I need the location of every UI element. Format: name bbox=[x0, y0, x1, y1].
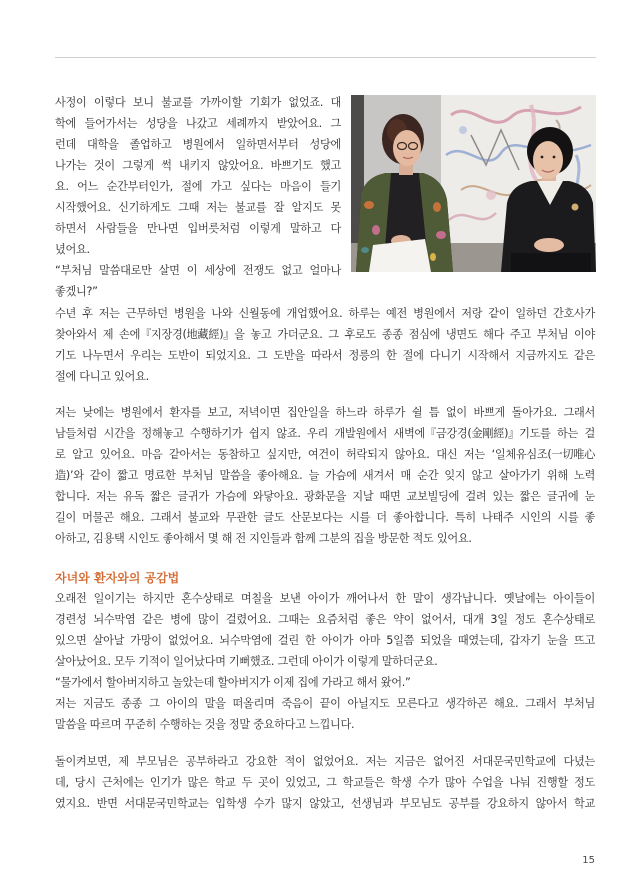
text-line bbox=[55, 260, 341, 281]
text-line-content: 남들처럼 시간을 정해놓고 수행하기가 쉽지 않죠. 우리 개발원에서 새벽에『금강경(金剛經)』기도를 하는 걸 bbox=[55, 426, 595, 440]
text-line bbox=[55, 630, 595, 651]
text-line-content: 합니다. 저는 유독 짧은 글귀가 가슴에 와닿아요. 광화문을 지날 때면 교보빌딩에 걸려 있는 짧은 글귀에 눈 bbox=[55, 489, 595, 503]
article-body-block-3 bbox=[55, 751, 595, 814]
text-line bbox=[55, 714, 595, 735]
text-line bbox=[55, 465, 595, 486]
paragraph bbox=[55, 303, 595, 387]
text-line bbox=[55, 176, 341, 197]
text-line-content: 학에 들어가서는 성당을 나갔고 세례까지 받았어요. 그 bbox=[55, 116, 341, 130]
text-line bbox=[55, 303, 595, 324]
photo-wrap-column bbox=[55, 92, 341, 303]
text-line-content: 런데 대학을 졸업하고 병원에서 일하면서부터 성당에 bbox=[55, 137, 341, 151]
text-line-content: 기도 나누면서 우리는 도반이 되었지요. 그 도반을 따라서 정릉의 한 절에 다니기 시작해서 지금까지도 같은 bbox=[55, 348, 595, 362]
text-line-content: 말씀을 따르며 꾸준히 수행하는 것을 정말 중요하다고 느낍니다. bbox=[55, 718, 355, 732]
text-line-content: 시작했어요. 신기하게도 그때 저는 불교를 잘 알지도 못 bbox=[55, 200, 341, 214]
text-line-content: 나가는 것이 그렇게 썩 내키지 않았어요. 바쁘기도 했고 bbox=[55, 158, 341, 172]
text-line bbox=[55, 345, 595, 366]
text-line bbox=[55, 651, 595, 672]
paragraph bbox=[55, 672, 595, 693]
text-line bbox=[55, 281, 341, 302]
text-line bbox=[55, 444, 595, 465]
text-line bbox=[55, 239, 341, 260]
text-line-content: 살아났어요. 모두 기적이 일어났다며 기뻐했죠. 그런데 아이가 이렇게 말하더군요. bbox=[55, 654, 438, 668]
text-line bbox=[55, 113, 341, 134]
photo-illustration bbox=[351, 95, 596, 272]
paragraph bbox=[55, 588, 595, 672]
text-line bbox=[55, 402, 595, 423]
text-line-content: 돌이켜보면, 제 부모님은 공부하라고 강요한 적이 없었어요. 저는 지금은 없어진 서대문국민학교에 다녔는 bbox=[55, 754, 595, 768]
text-line-content: “물가에서 할아버지하고 놀았는데 할아버지가 이제 집에 가라고 해서 왔어.” bbox=[55, 675, 411, 689]
text-line bbox=[55, 507, 595, 528]
text-line bbox=[55, 672, 595, 693]
paragraph bbox=[55, 693, 595, 735]
article-body-block-1 bbox=[55, 303, 595, 387]
text-line bbox=[55, 134, 341, 155]
text-line bbox=[55, 793, 595, 814]
text-line-content: 아하고, 김용택 시인도 좋아해서 몇 해 전 지인들과 함께 그분의 집을 방문한 적도 있어요. bbox=[55, 532, 472, 546]
text-line-content: 데, 당시 근처에는 인기가 많은 학교 두 곳이 있었고, 그 학교들은 학생 수가 많아 수업을 나눠 진행할 정도 bbox=[55, 775, 595, 789]
paragraph bbox=[55, 751, 595, 814]
text-line-content: 길이 머물곤 해요. 그래서 불교와 무관한 글도 산문보다는 시를 더 좋아합니다. 특히 나태주 시인의 시를 좋 bbox=[55, 510, 595, 524]
text-line bbox=[55, 693, 595, 714]
text-line bbox=[55, 609, 595, 630]
text-line-content: 좋겠니?” bbox=[55, 285, 98, 299]
text-line-content: “부처님 말씀대로만 살면 이 세상에 전쟁도 없고 얼마나 bbox=[55, 264, 341, 278]
text-line bbox=[55, 528, 595, 549]
text-line-content: 오래전 일이기는 하지만 혼수상태로 며칠을 보낸 아이가 깨어나서 한 말이 생각납니다. 옛날에는 아이들이 bbox=[55, 591, 595, 605]
text-line-content: 녔어요. bbox=[55, 243, 90, 257]
text-line-content: 찾아와서 제 손에『지장경(地藏經)』을 놓고 가더군요. 그 후로도 종종 점심에 냉면도 해다 주고 부처님 이야 bbox=[55, 327, 595, 341]
article-photo bbox=[351, 95, 596, 272]
text-line-content: 수년 후 저는 근무하던 병원을 나와 신월동에 개업했어요. 하루는 예전 병원에서 저랑 같이 일하던 간호사가 bbox=[55, 306, 595, 320]
text-line bbox=[55, 218, 341, 239]
text-line-content: 사정이 이렇다 보니 불교를 가까이할 기회가 없었죠. 대 bbox=[55, 95, 341, 109]
text-line bbox=[55, 772, 595, 793]
text-line-content: 하면서 사람들을 만나면 입버릇처럼 이렇게 말하고 다 bbox=[55, 222, 341, 236]
paragraph bbox=[55, 402, 595, 550]
text-line-content: 였지요. 반면 서대문국민학교는 입학생 수가 많지 않았고, 선생님과 부모님도 공부를 강요하지 않아서 학교 bbox=[55, 796, 595, 810]
text-line-content: 있으면 살아날 가망이 없었어요. 뇌수막염에 걸린 한 아이가 아마 5일쯤 되었을 때였는데, 갑자기 눈을 뜨고 bbox=[55, 633, 595, 647]
text-line bbox=[55, 486, 595, 507]
article-body-block-2 bbox=[55, 402, 595, 550]
text-line-content: 경련성 뇌수막염 같은 병에 많이 걸렸어요. 그때는 요즘처럼 좋은 약이 없어서, 대개 3일 정도 혼수상태로 bbox=[55, 612, 595, 626]
text-line bbox=[55, 197, 341, 218]
text-line-content: 저는 지금도 종종 그 아이의 말을 떠올리며 죽음이 끝이 아닐지도 모른다고 생각하곤 해요. 그래서 부처님 bbox=[55, 696, 595, 710]
text-line bbox=[55, 92, 341, 113]
text-line bbox=[55, 366, 595, 387]
text-line bbox=[55, 324, 595, 345]
text-line bbox=[55, 423, 595, 444]
paragraph bbox=[55, 92, 341, 261]
paragraph bbox=[55, 260, 341, 302]
section-heading: 자녀와 환자와의 공감법 bbox=[55, 570, 180, 585]
header-rule bbox=[55, 57, 596, 58]
text-line-content: 저는 낮에는 병원에서 환자를 보고, 저녁이면 집안일을 하느라 하루가 쉴 틈 없이 바쁘게 돌아가요. 그래서 bbox=[55, 405, 595, 419]
text-line bbox=[55, 751, 595, 772]
section-body-block bbox=[55, 588, 595, 736]
text-line-content: 절에 다니고 있어요. bbox=[55, 369, 149, 383]
text-line-content: 로 알고 있어요. 마음 같아서는 동참하고 싶지만, 여건이 허락되지 않아요. 대신 저는 ‘일체유심조(一切唯心 bbox=[55, 447, 595, 461]
text-line-content: 造)’와 같이 짧고 명료한 부처님 말씀을 좋아해요. 늘 가슴에 새겨서 매 순간 잊지 않고 살아가기 위해 노력 bbox=[55, 468, 595, 482]
text-line-content: 요. 어느 순간부터인가, 절에 가고 싶다는 마음이 들기 bbox=[55, 179, 341, 193]
text-line bbox=[55, 155, 341, 176]
page-number: 15 bbox=[582, 855, 595, 866]
text-line bbox=[55, 588, 595, 609]
